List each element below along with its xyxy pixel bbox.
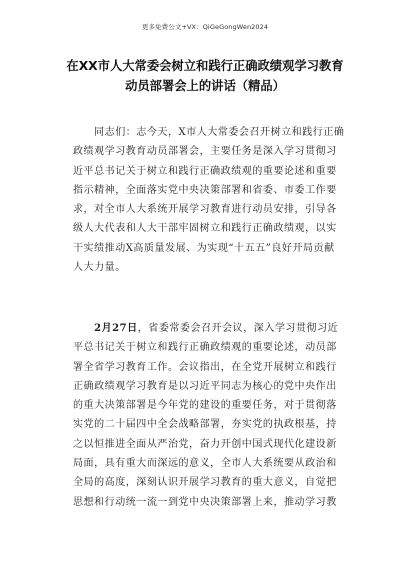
paragraph-line: 之以恒推进全面从严治党，奋力开创中国式现代化建设新 xyxy=(73,438,337,450)
paragraph-line: 级人大代表和人大干部牢固树立和践行正确政绩观，以实 xyxy=(73,223,337,235)
paragraph-1 xyxy=(73,123,347,277)
paragraph-first-line xyxy=(73,319,347,338)
paragraph-line: 指示精神，全面落实党中央决策部署和省委、市委工作要 xyxy=(73,184,337,196)
title-line-2: 动员部署会上的讲话（精品） xyxy=(125,79,285,93)
paragraph-line: 近平总书记关于树立和践行正确政绩观的重要论述和重要 xyxy=(73,165,337,177)
paragraph-line: 署全省学习教育工作。会议指出，在全党开展树立和践行 xyxy=(73,361,337,373)
paragraph-line: 的重大决策部署是今年党的建设的重要任务，对于贯彻落 xyxy=(73,400,337,412)
paragraph-line: 干实绩推动X高质量发展、为实现“十五五”良好开局贡献 xyxy=(73,242,335,254)
paragraph-line: 正确政绩观学习教育是以习近平同志为核心的党中央作出 xyxy=(73,380,337,392)
paragraph-line: 求，对全市人大系统开展学习教育进行动员安排，引导各 xyxy=(73,204,337,216)
paragraph-line: 全局的高度，深刻认识开展学习教育的重大意义，自觉把 xyxy=(73,477,337,489)
paragraph-line: 思想和行动统一流一到党中央决策部署上来，推动学习教 xyxy=(73,496,337,508)
paragraph-first-line-rest: ，省委常委会召开会议，深入学习贯彻习近 xyxy=(137,323,339,334)
header-note: 更多免费公文+VX：QiGeGongWen2024 xyxy=(141,23,269,31)
title-line-1: 在XX市人大常委会树立和践行正确政绩观学习教育 xyxy=(66,59,344,73)
paragraph-line: 政绩观学习教育动员部署会，主要任务是深入学习贯彻习 xyxy=(73,146,337,158)
paragraph-line: 平总书记关于树立和践行正确政绩观的重要论述，动员部 xyxy=(73,342,337,354)
paragraph-2 xyxy=(73,319,347,512)
paragraph-line: 人大力量。 xyxy=(73,262,126,274)
document-title xyxy=(60,56,350,96)
paragraph-line: 实党的二十届四中全会战略部署，夯实党的执政根基，持 xyxy=(73,419,337,431)
meeting-date: 2月27日 xyxy=(94,323,138,334)
paragraph-line: 局面，具有重大而深远的意义，全市人大系统要从政治和 xyxy=(73,458,337,470)
paragraph-line: 同志们：志今天，X市人大常委会召开树立和践行正确 xyxy=(73,127,345,138)
